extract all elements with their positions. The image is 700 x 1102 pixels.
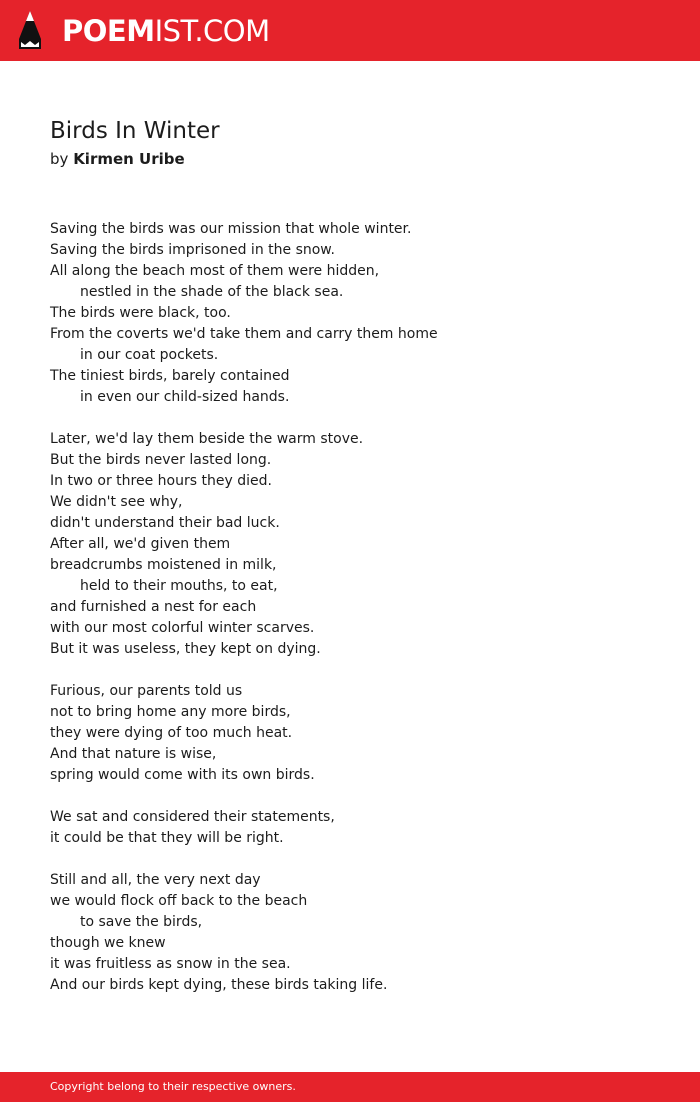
poem-line: spring would come with its own birds. bbox=[50, 767, 315, 783]
site-footer bbox=[0, 1072, 700, 1102]
copyright-text: Copyright belong to their respective owners. bbox=[50, 1080, 296, 1093]
site-header bbox=[0, 0, 700, 61]
poem-line: We sat and considered their statements, bbox=[50, 809, 335, 825]
poem-line: didn't understand their bad luck. bbox=[50, 515, 280, 531]
poem-line: in even our child-sized hands. bbox=[80, 389, 290, 405]
poem-line: All along the beach most of them were hidden, bbox=[50, 263, 380, 279]
poem-body bbox=[50, 219, 670, 1017]
poem-line: it was fruitless as snow in the sea. bbox=[50, 956, 291, 972]
poem-line: with our most colorful winter scarves. bbox=[50, 620, 315, 636]
poem-stanza bbox=[50, 219, 670, 408]
poem-line: After all, we'd given them bbox=[50, 536, 231, 552]
poem-line: and furnished a nest for each bbox=[50, 599, 257, 615]
poem-line: Saving the birds was our mission that whole winter. bbox=[50, 221, 412, 237]
poem-line: held to their mouths, to eat, bbox=[80, 578, 278, 594]
poem-line: But the birds never lasted long. bbox=[50, 452, 272, 468]
poem-byline bbox=[50, 148, 185, 170]
poem-line: in our coat pockets. bbox=[80, 347, 219, 363]
byline-label: by bbox=[50, 150, 69, 168]
poem-line: nestled in the shade of the black sea. bbox=[80, 284, 344, 300]
poem-line: And that nature is wise, bbox=[50, 746, 217, 762]
poem-line: Later, we'd lay them beside the warm stove. bbox=[50, 431, 364, 447]
poem-line: Saving the birds imprisoned in the snow. bbox=[50, 242, 335, 258]
poem-line: The tiniest birds, barely contained bbox=[50, 368, 290, 384]
poem-line: But it was useless, they kept on dying. bbox=[50, 641, 321, 657]
poem-stanza bbox=[50, 807, 670, 849]
poem-line: The birds were black, too. bbox=[50, 305, 231, 321]
poem-line: breadcrumbs moistened in milk, bbox=[50, 557, 277, 573]
logo-text-light: IST.COM bbox=[154, 14, 270, 48]
poem-line: to save the birds, bbox=[80, 914, 203, 930]
poem-line: it could be that they will be right. bbox=[50, 830, 284, 846]
poem-stanza bbox=[50, 870, 670, 996]
pencil-tip-icon[interactable] bbox=[17, 9, 43, 51]
site-logo[interactable] bbox=[62, 12, 270, 50]
poem-author: Kirmen Uribe bbox=[73, 150, 185, 168]
poem-line: In two or three hours they died. bbox=[50, 473, 272, 489]
poem-stanza bbox=[50, 429, 670, 660]
poem-stanza bbox=[50, 681, 670, 786]
poem-line: And our birds kept dying, these birds taking life. bbox=[50, 977, 388, 993]
logo-text-bold: POEM bbox=[62, 14, 155, 48]
poem-line: though we knew bbox=[50, 935, 166, 951]
poem-line: Furious, our parents told us bbox=[50, 683, 243, 699]
poem-line: From the coverts we'd take them and carry them home bbox=[50, 326, 438, 342]
poem-title: Birds In Winter bbox=[50, 118, 220, 144]
poem-line: Still and all, the very next day bbox=[50, 872, 261, 888]
poem-line: not to bring home any more birds, bbox=[50, 704, 291, 720]
poem-line: they were dying of too much heat. bbox=[50, 725, 293, 741]
poem-line: we would flock off back to the beach bbox=[50, 893, 308, 909]
poem-line: We didn't see why, bbox=[50, 494, 183, 510]
